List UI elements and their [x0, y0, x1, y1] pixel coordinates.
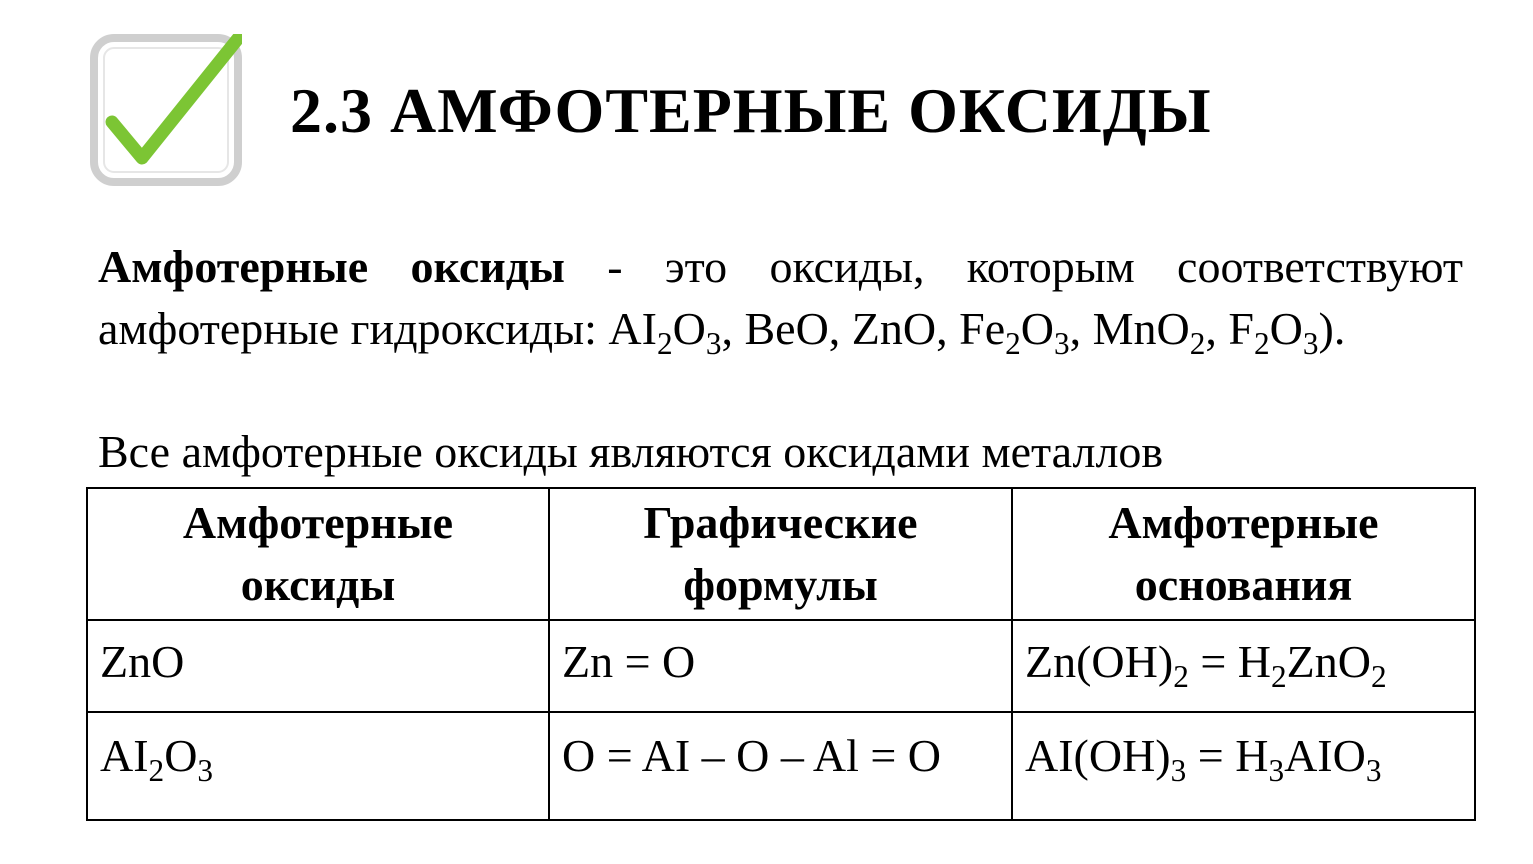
formula-fe2o3: $Fe_2O_3$,	[959, 303, 1093, 361]
cell-oxide: ZnO	[87, 620, 549, 712]
definition-text: - это оксиды, которым соответствуют амфотерные гидроксиды:	[98, 241, 1464, 354]
cell-graphic-formula: Zn = O	[549, 620, 1012, 712]
header-bases: Амфотерные основания	[1012, 488, 1475, 620]
definition-paragraph	[98, 236, 1463, 360]
statement-text: Все амфотерные оксиды являются оксидами металлов	[98, 426, 1164, 477]
cell-base: $AI(OH)_3 = H_3AIO_3$	[1012, 712, 1475, 820]
formula-f2o3: $F_2O_3$).	[1228, 303, 1346, 361]
table-header-row	[87, 488, 1475, 620]
cell-base: $Zn(OH)_2 = H_2ZnO_2$	[1012, 620, 1475, 712]
header-oxides: Амфотерные оксиды	[87, 488, 549, 620]
formula-al2o3: $AI_2O_3$,	[608, 303, 745, 361]
formula-beo: BeO,	[744, 303, 852, 354]
header-graphic-formulas: Графические формулы	[549, 488, 1012, 620]
page-title: 2.3 АМФОТЕРНЫЕ ОКСИДЫ	[290, 75, 1212, 146]
oxides-table	[86, 487, 1476, 821]
formula-mno2: MnO$_2$,	[1092, 303, 1229, 361]
formula-zno: ZnO,	[851, 303, 960, 354]
table-row	[87, 712, 1475, 820]
table-row	[87, 620, 1475, 712]
checkmark-icon	[90, 34, 242, 186]
definition-term: Амфотерные оксиды	[98, 241, 565, 292]
cell-graphic-formula: O = AI – O – Al = O	[549, 712, 1012, 820]
cell-oxide: $AI_2O_3$	[87, 712, 549, 820]
